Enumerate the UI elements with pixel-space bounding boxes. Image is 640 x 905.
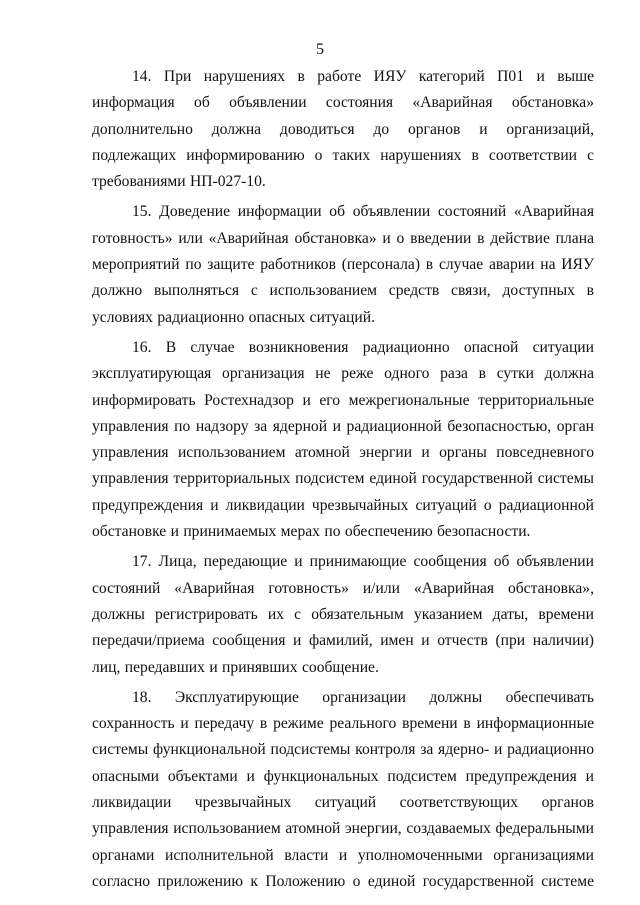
paragraph-18: 18. Эксплуатирующие организации должны обеспечивать сохранность и передачу в режиме реального времени в информационные системы функциональной подсистемы контроля за ядерно- и радиационно опасными объектами и функциональных подсистем предупреждения и ликвидации чрезвычайных ситуаций соответствующих органов управления использованием атомной энергии, создаваемых федеральными органами исполнительной власти и уполномоченными организациями согласно приложению к Положению о единой государственной системе — [92, 688, 594, 890]
paragraph-15: 15. Доведение информации об объявлении состояний «Аварийная готовность» или «Аварийная обстановка» и о введении в действие плана мероприятий по защите работников (персонала) в случае аварии на ИЯУ должно выполняться с использованием средств связи, доступных в условиях радиационно опасных ситуаций. — [92, 203, 594, 326]
document-body — [92, 64, 594, 899]
paragraph-16: 16. В случае возникновения радиационно опасной ситуации эксплуатирующая организация не реже одного раза в сутки должна информировать Ростехнадзор и его межрегиональные территориальные управления по надзору за ядерной и радиационной безопасностью, орган управления использованием атомной энергии и органы повседневного управления территориальных подсистем единой государственной системы предупреждения и ликвидации чрезвычайных ситуаций о радиационной обстановке и принимаемых мерах по обеспечению безопасности. — [92, 338, 594, 541]
paragraph-14: 14. При нарушениях в работе ИЯУ категорий П01 и выше информация об объявлении состояния «Аварийная обстановка» дополнительно должна доводиться до органов и организаций, подлежащих информированию о таких нарушениях в соответствии с требованиями НП-027-10. — [92, 68, 594, 191]
paragraph-17: 17. Лица, передающие и принимающие сообщения об объявлении состояний «Аварийная готовность» и/или «Аварийная обстановка», должны регистрировать их с обязательным указанием даты, времени передачи/приема сообщения и фамилий, имен и отчеств (при наличии) лиц, передавших и принявших сообщение. — [92, 553, 594, 676]
page-number: 5 — [316, 41, 324, 58]
